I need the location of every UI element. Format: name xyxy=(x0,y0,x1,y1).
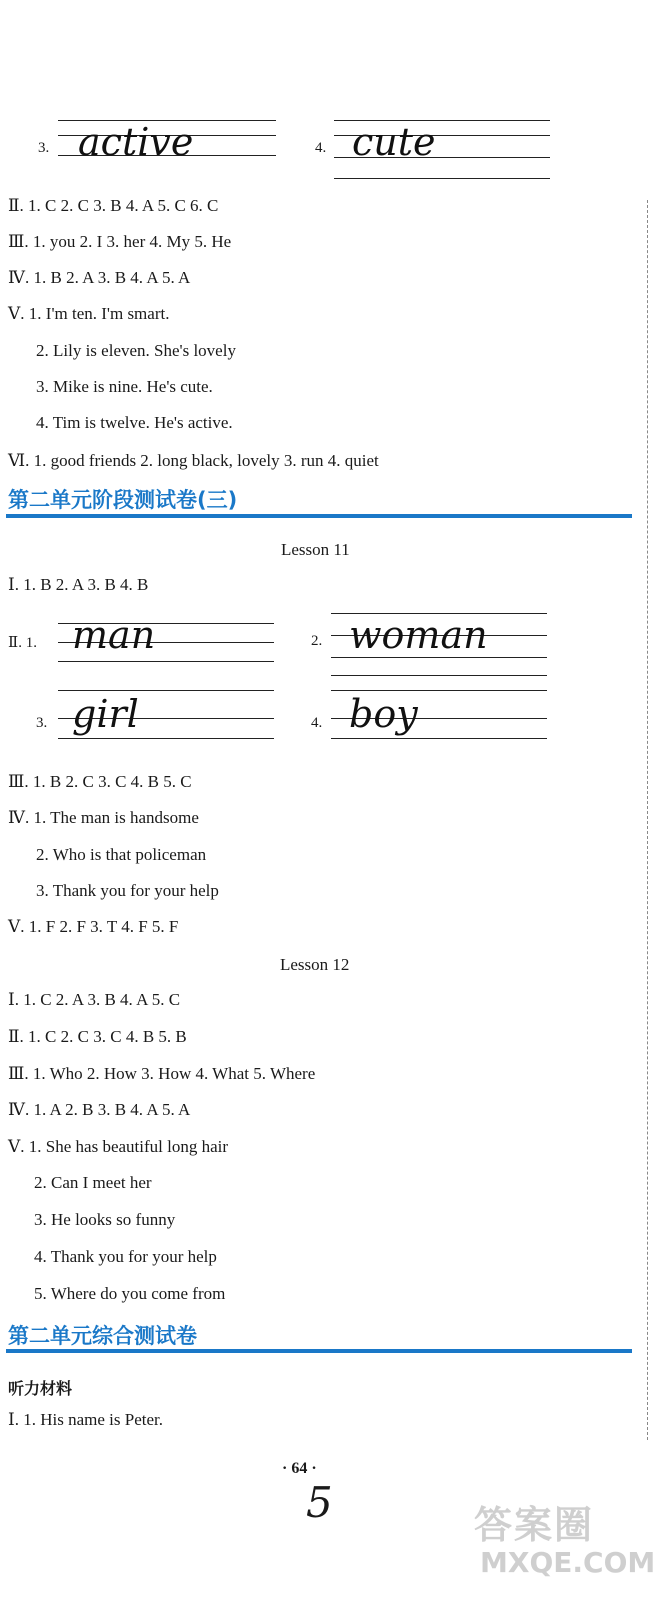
answer-line: 3. Thank you for your help xyxy=(36,881,219,900)
writing-line xyxy=(334,178,550,179)
answer-line: Ⅰ. 1. B 2. A 3. B 4. B xyxy=(8,575,149,594)
handwritten-word: woman xyxy=(349,613,488,657)
writing-line xyxy=(331,657,547,658)
answer-line: 4. Thank you for your help xyxy=(34,1247,217,1266)
handwritten-word: cute xyxy=(352,120,436,164)
handwriting-row-woman xyxy=(305,605,555,680)
item-number: 4. xyxy=(315,140,327,156)
writing-line xyxy=(58,690,274,691)
answer-line: Ⅱ. 1. C 2. C 3. C 4. B 5. B xyxy=(8,1027,187,1046)
answer-line: Ⅳ. 1. The man is handsome xyxy=(8,808,199,827)
handwritten-word: boy xyxy=(349,692,418,736)
page-number: · 64 · xyxy=(282,1460,317,1477)
section-title: 第二单元阶段测试卷(三) xyxy=(8,488,238,512)
watermark-logo: 答案圈 xyxy=(474,1503,595,1547)
handwritten-word: girl xyxy=(72,692,139,736)
page-edge-marks xyxy=(647,200,648,1440)
writing-line xyxy=(331,675,547,676)
writing-line xyxy=(58,738,274,739)
answer-line: 5. Where do you come from xyxy=(34,1284,226,1303)
handwritten-word: active xyxy=(78,120,194,164)
writing-line xyxy=(58,661,274,662)
lesson-title: Lesson 11 xyxy=(281,540,350,559)
lesson-title: Lesson 12 xyxy=(280,955,350,974)
watermark-url: MXQE.COM xyxy=(480,1546,656,1579)
section-rule xyxy=(6,514,632,518)
answer-line: Ⅲ. 1. you 2. I 3. her 4. My 5. He xyxy=(8,232,232,251)
answer-line: Ⅱ. 1. C 2. C 3. B 4. A 5. C 6. C xyxy=(8,196,219,215)
section-rule xyxy=(6,1349,632,1353)
answer-line: 3. Mike is nine. He's cute. xyxy=(36,377,213,396)
answer-line: 4. Tim is twelve. He's active. xyxy=(36,413,233,432)
answer-line: Ⅵ. 1. good friends 2. long black, lovely 3. run 4. quiet xyxy=(8,451,379,470)
answer-line: 2. Who is that policeman xyxy=(36,845,207,864)
handwriting-row-3 xyxy=(0,110,300,190)
handwriting-row-man xyxy=(0,605,300,680)
answer-line: Ⅳ. 1. A 2. B 3. B 4. A 5. A xyxy=(8,1100,191,1119)
answer-line: Ⅲ. 1. B 2. C 3. C 4. B 5. C xyxy=(8,772,192,791)
answer-line: Ⅰ. 1. C 2. A 3. B 4. A 5. C xyxy=(8,990,181,1009)
answer-line: Ⅴ. 1. F 2. F 3. T 4. F 5. F xyxy=(8,917,179,936)
item-number: 4. xyxy=(311,715,323,731)
answer-line: Ⅴ. 1. I'm ten. I'm smart. xyxy=(8,304,170,323)
handwriting-row-4 xyxy=(310,110,570,190)
handwritten-page-mark: 5 xyxy=(306,1478,333,1527)
answer-line: Ⅰ. 1. His name is Peter. xyxy=(8,1410,163,1429)
writing-line xyxy=(331,738,547,739)
item-number: 3. xyxy=(38,140,50,156)
handwriting-row-boy xyxy=(305,680,555,760)
handwriting-row-girl xyxy=(0,680,300,760)
answer-line: 3. He looks so funny xyxy=(34,1210,176,1229)
answer-line: Ⅳ. 1. B 2. A 3. B 4. A 5. A xyxy=(8,268,191,287)
handwritten-word: man xyxy=(72,613,156,657)
item-number: 3. xyxy=(36,715,48,731)
listening-label: 听力材料 xyxy=(8,1379,73,1398)
answer-line: Ⅲ. 1. Who 2. How 3. How 4. What 5. Where xyxy=(8,1064,316,1083)
section-title: 第二单元综合测试卷 xyxy=(8,1324,197,1348)
item-number: 2. xyxy=(311,633,323,649)
item-number: Ⅱ. 1. xyxy=(8,635,37,651)
answer-line: 2. Lily is eleven. She's lovely xyxy=(36,341,236,360)
writing-line xyxy=(331,690,547,691)
answer-line: Ⅴ. 1. She has beautiful long hair xyxy=(8,1137,229,1156)
answer-line: 2. Can I meet her xyxy=(34,1173,152,1192)
